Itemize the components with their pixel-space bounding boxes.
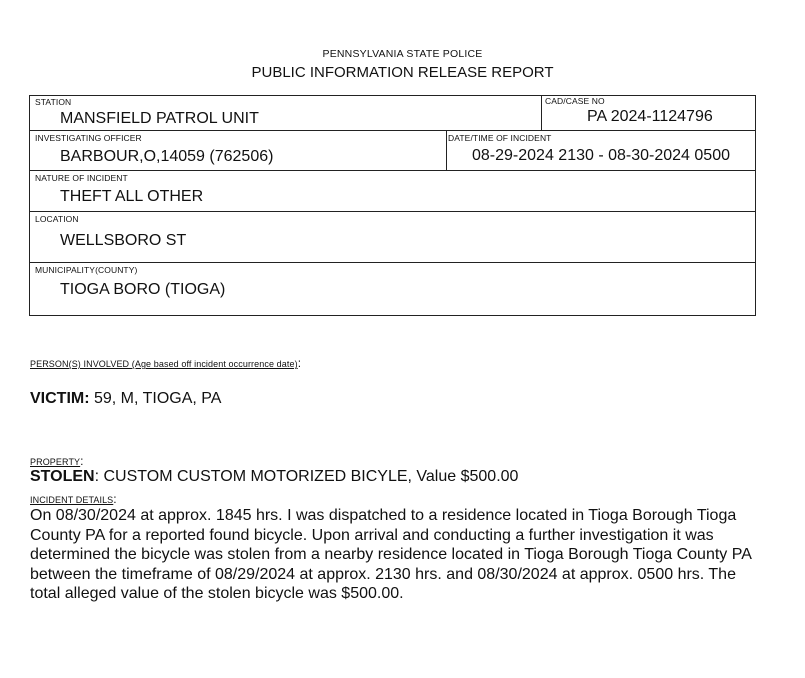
persons-involved-label: PERSON(S) INVOLVED (Age based off incident occurrence date) bbox=[30, 359, 298, 369]
persons-involved-heading: PERSON(S) INVOLVED (Age based off incident occurrence date): bbox=[30, 356, 302, 370]
row-divider bbox=[30, 130, 755, 131]
property-heading: PROPERTY: bbox=[30, 454, 84, 468]
officer-value: BARBOUR,O,14059 (762506) bbox=[60, 148, 274, 165]
case-number-value: PA 2024-1124796 bbox=[587, 108, 713, 125]
row-divider bbox=[30, 170, 755, 171]
station-value: MANSFIELD PATROL UNIT bbox=[60, 110, 259, 127]
property-label: PROPERTY bbox=[30, 457, 81, 467]
datetime-label: DATE/TIME OF INCIDENT bbox=[448, 133, 552, 143]
nature-value: THEFT ALL OTHER bbox=[60, 188, 204, 205]
location-label: LOCATION bbox=[35, 214, 79, 224]
municipality-value: TIOGA BORO (TIOGA) bbox=[60, 281, 226, 298]
datetime-value: 08-29-2024 2130 - 08-30-2024 0500 bbox=[472, 147, 730, 164]
case-number-label: CAD/CASE NO bbox=[545, 96, 605, 106]
incident-narrative: On 08/30/2024 at approx. 1845 hrs. I was dispatched to a residence located in Tioga Borough Tioga County PA for a reported found bicycle. Upon arrival and conducting a further investigation it was determined the bicycle was stolen from a nearby residence located in Tioga Borough Tioga County PA between the timeframe of 08/29/2024 at approx. 2130 hrs. and 08/30/2024 at approx. 0500 hrs. The total alleged value of the stolen bicycle was $500.00. bbox=[30, 507, 752, 602]
row-divider bbox=[30, 262, 755, 263]
officer-label: INVESTIGATING OFFICER bbox=[35, 133, 142, 143]
stolen-line bbox=[30, 468, 518, 486]
incident-details-label: INCIDENT DETAILS bbox=[30, 495, 114, 505]
victim-prefix: VICTIM: bbox=[30, 390, 90, 407]
nature-label: NATURE OF INCIDENT bbox=[35, 173, 128, 183]
stolen-details: : CUSTOM CUSTOM MOTORIZED BICYLE, Value $500.00 bbox=[94, 468, 519, 485]
row-divider bbox=[30, 211, 755, 212]
victim-line bbox=[30, 390, 221, 408]
column-divider bbox=[446, 130, 447, 170]
agency-name: PENNSYLVANIA STATE POLICE bbox=[322, 48, 483, 60]
incident-details-heading: INCIDENT DETAILS: bbox=[30, 492, 117, 506]
victim-details: 59, M, TIOGA, PA bbox=[89, 390, 222, 407]
station-label: STATION bbox=[35, 97, 72, 107]
stolen-prefix: STOLEN bbox=[30, 468, 95, 485]
incident-form bbox=[29, 95, 756, 316]
municipality-label: MUNICIPALITY(COUNTY) bbox=[35, 265, 138, 275]
column-divider bbox=[541, 96, 542, 130]
report-title: PUBLIC INFORMATION RELEASE REPORT bbox=[251, 64, 554, 81]
location-value: WELLSBORO ST bbox=[60, 232, 187, 249]
